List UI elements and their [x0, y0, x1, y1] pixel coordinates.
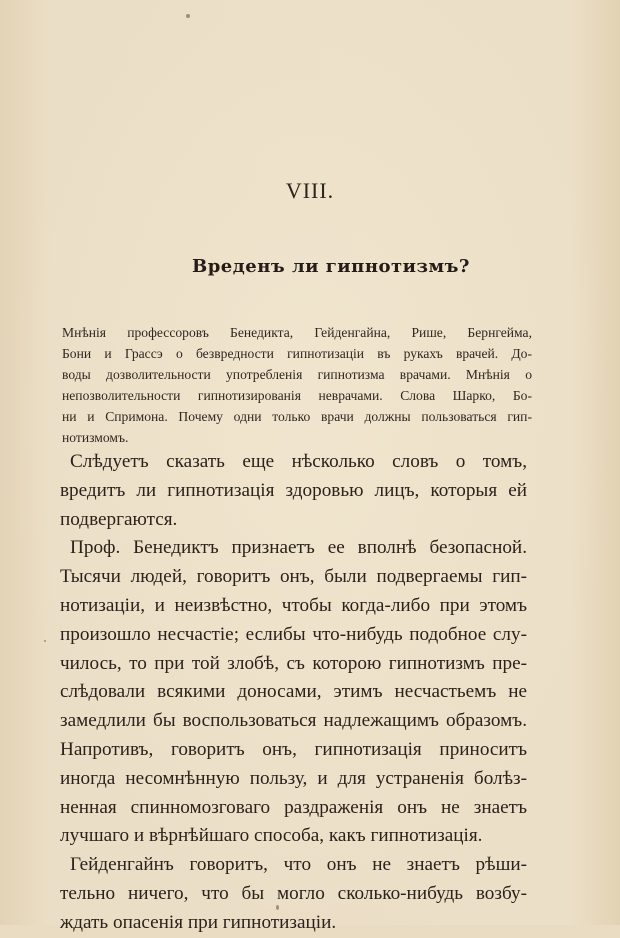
body-text	[60, 448, 527, 938]
body-line: ждать опасенія при гипнотизаціи.	[60, 911, 337, 933]
body-line: слѣдовали всякими доносами, этимъ несчастьемъ не	[60, 681, 527, 703]
body-line: Проф. Бенедиктъ признаетъ ее вполнѣ безопасной.	[70, 537, 527, 559]
chapter-summary	[62, 322, 532, 448]
summary-line: непозволительности гипнотизированія неврачами. Слова Шарко, Бо-	[62, 388, 532, 403]
body-line: замедлили бы воспользоваться надлежащимъ образомъ.	[60, 710, 527, 732]
summary-line: ни и Спримона. Почему одни только врачи должны пользоваться гип-	[62, 409, 532, 424]
chapter-number: VIII.	[285, 178, 335, 203]
body-line: произошло несчастіе; еслибы что-нибудь подобное слу-	[60, 623, 527, 645]
summary-line: воды дозволительности употребленія гипнотизма врачами. Мнѣнія о	[62, 367, 532, 382]
body-line: чилось, то при той злобѣ, съ которою гипнотизмъ пре-	[60, 652, 527, 674]
body-line: подвергаются.	[60, 508, 178, 530]
body-line: Гейденгайнъ говоритъ, что онъ не знаетъ рѣши-	[70, 854, 527, 876]
paper-speck	[276, 905, 279, 910]
body-line: нотизаціи, и неизвѣстно, чтобы когда-либо при этомъ	[60, 594, 527, 616]
summary-line: Бони и Грассэ о безвредности гипнотизаціи въ рукахъ врачей. До-	[62, 346, 532, 361]
body-line: Напротивъ, говоритъ онъ, гипнотизація приноситъ	[60, 738, 527, 760]
body-line: вредитъ ли гипнотизація здоровью лицъ, которыя ей	[60, 479, 527, 501]
chapter-title: Вреденъ ли гипнотизмъ?	[192, 256, 470, 277]
summary-line: Мнѣнія профессоровъ Бенедикта, Гейденгайна, Рише, Бернгейма,	[62, 325, 532, 340]
body-line: Слѣдуетъ сказать еще нѣсколько словъ о томъ,	[70, 451, 527, 472]
body-line: лучшаго и вѣрнѣйшаго способа, какъ гипнотизація.	[60, 825, 483, 847]
paper-speck	[44, 640, 46, 642]
body-line: тельно ничего, что бы могло сколько-нибудь возбу-	[60, 882, 527, 904]
body-line: ненная спинномозговаго раздраженія онъ не знаетъ	[60, 796, 527, 818]
body-line: Тысячи людей, говоритъ онъ, были подвергаемы гип-	[60, 566, 527, 588]
body-line: иногда несомнѣнную пользу, и для устраненія болѣз-	[60, 767, 527, 789]
summary-line: нотизмомъ.	[62, 430, 129, 445]
paper-speck	[186, 14, 190, 18]
